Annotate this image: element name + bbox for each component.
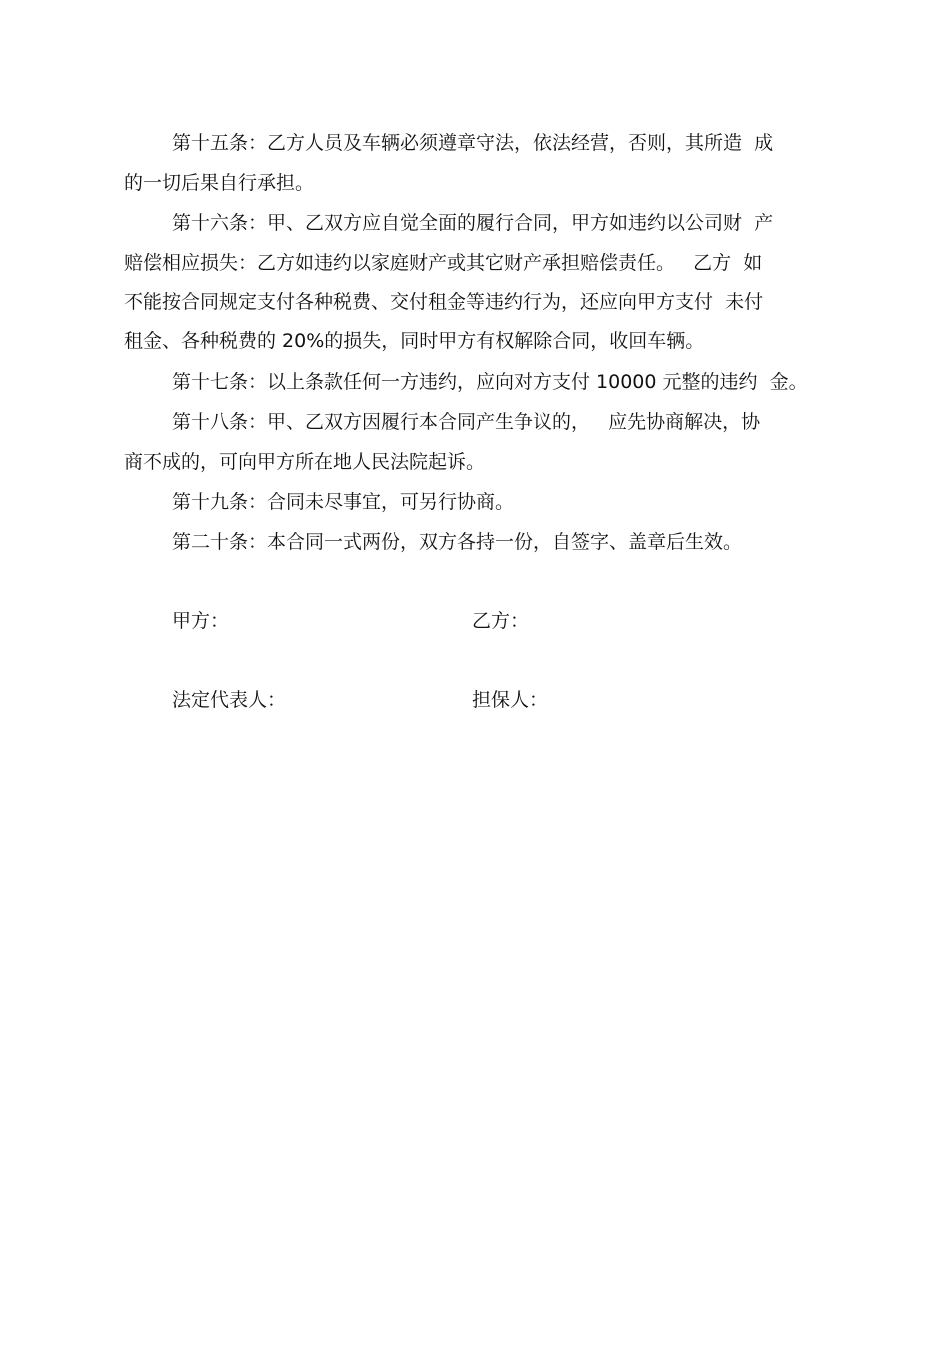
clause-17-line-1: 第十七条：以上条款任何一方违约，应向对方支付 10000 元整的违约 金。 xyxy=(172,371,808,393)
clause-18-line-2: 商不成的，可向甲方所在地人民法院起诉。 xyxy=(124,451,486,473)
clause-16-line-3: 不能按合同规定支付各种税费、交付租金等违约行为，还应向甲方支付 未付 xyxy=(124,291,764,313)
clause-16-line-1: 第十六条：甲、乙双方应自觉全面的履行合同，甲方如违约以公司财 产 xyxy=(172,212,774,234)
party-b-label: 乙方： xyxy=(472,610,530,632)
legal-representative-label: 法定代表人： xyxy=(172,689,287,711)
clause-16-line-2: 赔偿相应损失：乙方如违约以家庭财产或其它财产承担赔偿责任。 乙方 如 xyxy=(124,252,763,274)
clause-19-line-1: 第十九条：合同未尽事宜，可另行协商。 xyxy=(172,491,515,513)
clause-16-line-4: 租金、各种税费的 20%的损失，同时甲方有权解除合同，收回车辆。 xyxy=(124,330,705,352)
clause-15-line-2: 的一切后果自行承担。 xyxy=(124,172,315,194)
party-a-label: 甲方： xyxy=(172,610,230,632)
clause-15-line-1: 第十五条：乙方人员及车辆必须遵章守法，依法经营，否则，其所造 成 xyxy=(172,132,774,154)
clause-20-line-1: 第二十条：本合同一式两份，双方各持一份，自签字、盖章后生效。 xyxy=(172,531,743,553)
clause-18-line-1: 第十八条：甲、乙双方因履行本合同产生争议的， 应先协商解决，协 xyxy=(172,411,761,433)
guarantor-label: 担保人： xyxy=(472,689,549,711)
